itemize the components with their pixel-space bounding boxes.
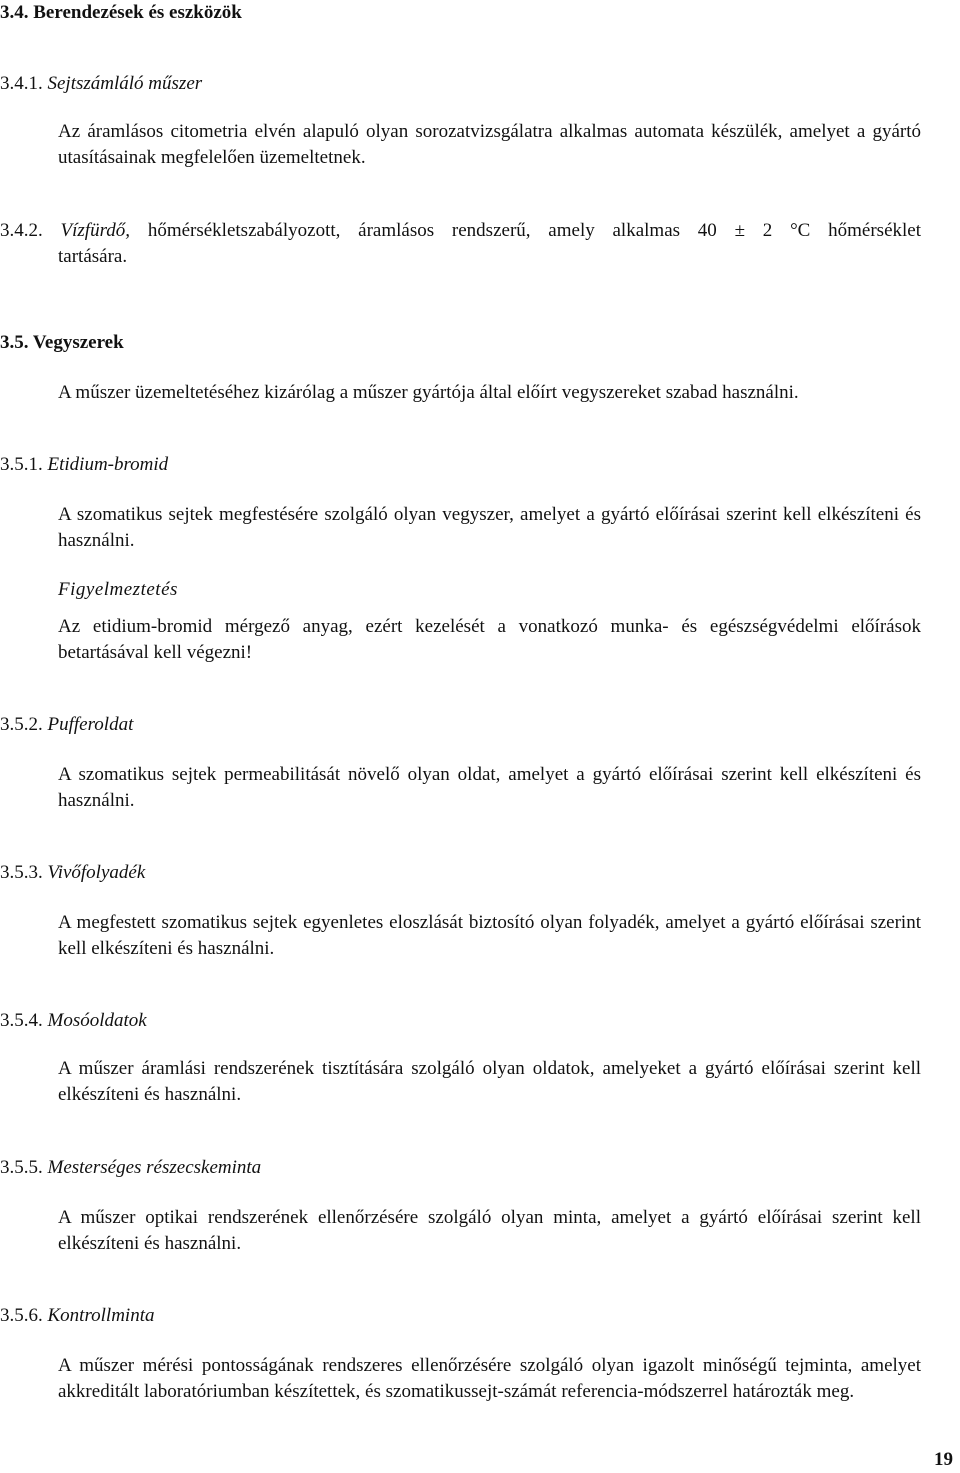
heading-number: 3.4.2. — [0, 220, 43, 241]
heading-3-5-2 — [0, 712, 133, 738]
heading-number: 3.5.2. — [0, 714, 43, 735]
paragraph-3-5-3: A megfestett szomatikus sejtek egyenletes eloszlását biztosító olyan folyadék, amelyet a gyártó előírásai szerint kell elkészíteni és használni. — [58, 912, 921, 959]
heading-number: 3.4.1. — [0, 73, 43, 94]
heading-3-5-6 — [0, 1303, 154, 1329]
warning-text: Az etidium-bromid mérgező anyag, ezért kezelését a vonatkozó munka- és egészségvédelmi előírások betartásával kell végezni! — [58, 616, 921, 663]
heading-title: Etidium-bromid — [47, 454, 169, 475]
page-number: 19 — [934, 1449, 953, 1470]
heading-3-4-1 — [0, 71, 202, 97]
heading-number: 3.5.6. — [0, 1305, 43, 1326]
heading-3-5-1 — [0, 452, 168, 478]
heading-number: 3.5.4. — [0, 1010, 43, 1031]
heading-title: Vegyszerek — [32, 332, 124, 353]
paragraph-3-4-2-cont: tartására. — [58, 246, 128, 267]
heading-3-5-3 — [0, 860, 145, 886]
heading-number: 3.5.5. — [0, 1157, 43, 1178]
heading-3-4-2 — [0, 218, 921, 244]
paragraph-3-5-2: A szomatikus sejtek permeabilitását növelő olyan oldat, amelyet a gyártó előírásai szerint kell elkészíteni és használni. — [58, 764, 921, 811]
heading-number: 3.5.3. — [0, 862, 43, 883]
heading-title: Berendezések és eszközök — [33, 2, 242, 23]
paragraph-3-5-1: A szomatikus sejtek megfestésére szolgáló olyan vegyszer, amelyet a gyártó előírásai szerint kell elkészíteni és használni. — [58, 504, 921, 551]
heading-title: Kontrollminta — [47, 1305, 155, 1326]
paragraph-3-5-5: A műszer optikai rendszerének ellenőrzésére szolgáló olyan minta, amelyet a gyártó előírásai szerint kell elkészíteni és használni. — [58, 1207, 921, 1254]
heading-title: Vízfürdő, — [60, 220, 131, 241]
heading-number: 3.5. — [0, 332, 29, 353]
heading-title: Vivőfolyadék — [47, 862, 146, 883]
paragraph-line: hőmérsékletszabályozott, áramlásos rendszerű, amely alkalmas 40 ± 2 °C hőmérséklet — [130, 220, 921, 241]
heading-number: 3.4. — [0, 2, 29, 23]
heading-3-5 — [0, 330, 124, 356]
heading-title: Mesterséges részecskeminta — [47, 1157, 262, 1178]
heading-3-5-4 — [0, 1008, 147, 1034]
heading-title: Pufferoldat — [47, 714, 134, 735]
paragraph-3-5-4: A műszer áramlási rendszerének tisztítására szolgáló olyan oldatok, amelyeket a gyártó előírásai szerint kell elkészíteni és használni. — [58, 1058, 921, 1105]
warning-title: Figyelmeztetés — [58, 579, 178, 600]
paragraph-3-4-1: Az áramlásos citometria elvén alapuló olyan sorozatvizsgálatra alkalmas automata készülék, amelyet a gyártó utasításainak megfelelően üzemeltetnek. — [58, 121, 921, 168]
heading-title: Sejtszámláló műszer — [47, 73, 203, 94]
heading-number: 3.5.1. — [0, 454, 43, 475]
paragraph-3-5: A műszer üzemeltetéséhez kizárólag a műszer gyártója által előírt vegyszereket szabad használni. — [58, 382, 799, 403]
heading-3-5-5 — [0, 1155, 261, 1181]
paragraph-3-5-6: A műszer mérési pontosságának rendszeres ellenőrzésére szolgáló olyan igazolt minőségű tejminta, amelyet akkreditált laboratóriumban készítettek, és szomatikussejt-számát referencia-módszerrel határozták meg. — [58, 1355, 921, 1402]
heading-3-4 — [0, 0, 242, 26]
heading-title: Mosóoldatok — [47, 1010, 147, 1031]
